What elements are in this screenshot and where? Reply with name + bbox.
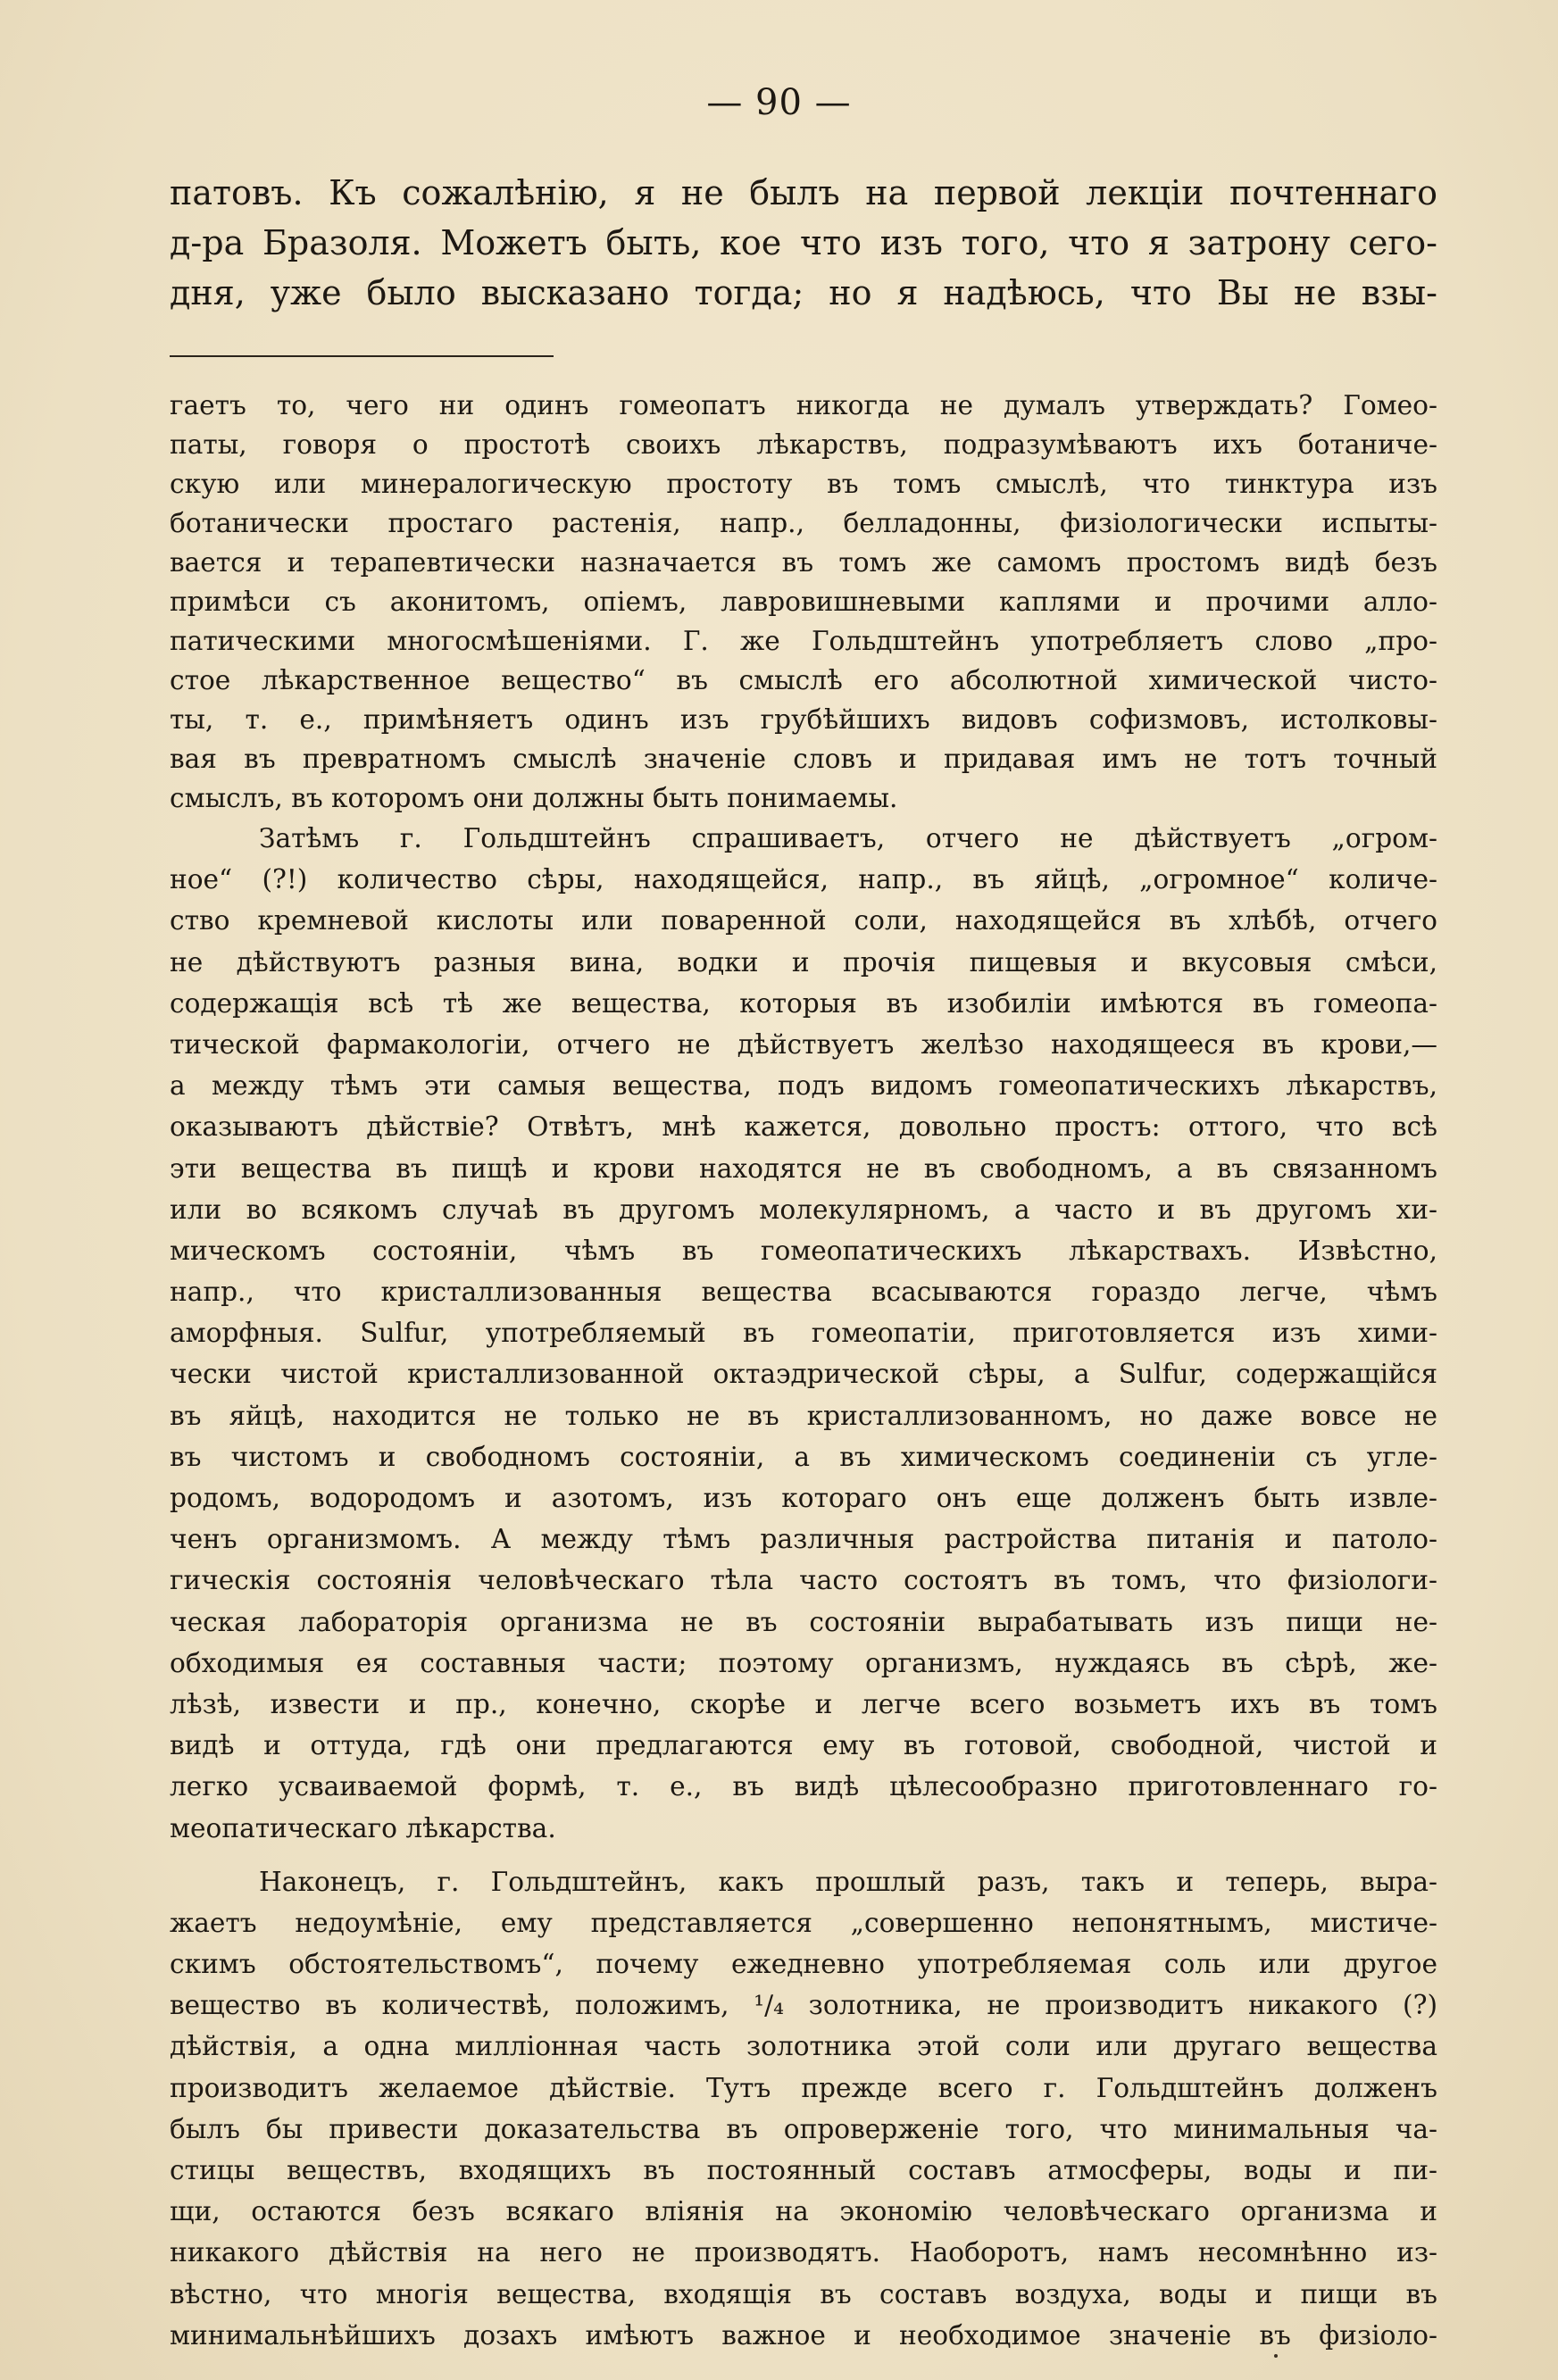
paragraph-line: оказываютъ дѣйствіе? Отвѣтъ, мнѣ кажется, довольно простъ: оттого, что всѣ — [170, 1111, 1437, 1143]
paragraph-line: никакого дѣйствія на него не производятъ. Наоборотъ, намъ несомнѣнно из- — [170, 2237, 1437, 2268]
text-line: патовъ. Къ сожалѣнію, я не былъ на первой лекціи почтеннаго — [170, 173, 1437, 212]
paragraph-line: производитъ желаемое дѣйствіе. Тутъ прежде всего г. Гольдштейнъ долженъ — [170, 2072, 1437, 2103]
footnote-line: вая въ превратномъ смыслѣ значеніе словъ и придавая имъ не тотъ точный — [170, 744, 1437, 774]
paragraph-line: гическія состоянія человѣческаго тѣла часто состоятъ въ томъ, что физіологи- — [170, 1565, 1437, 1596]
paragraph-line: жаетъ недоумѣніе, ему представляется „совершенно непонятнымъ, мистиче- — [170, 1907, 1437, 1938]
paragraph-line: минимальнѣйшихъ дозахъ имѣютъ важное и необходимое значеніе въ физіоло- — [170, 2319, 1437, 2351]
paragraph-line: стицы веществъ, входящихъ въ постоянный составъ атмосферы, воды и пи- — [170, 2155, 1437, 2185]
paragraph-line: напр., что кристаллизованныя вещества всасываются гораздо легче, чѣмъ — [170, 1277, 1437, 1308]
footnote-divider — [170, 355, 554, 357]
page-number: — 90 — — [706, 82, 852, 123]
footnote-line: скую или минералогическую простоту въ томъ смыслѣ, что тинктура изъ — [170, 469, 1437, 499]
paragraph-line: былъ бы привести доказательства въ опроверженіе того, что минимальныя ча- — [170, 2113, 1437, 2144]
footnote-line: примѣси съ аконитомъ, опіемъ, лавровишневыми каплями и прочими алло- — [170, 587, 1437, 617]
paragraph-line: не дѣйствуютъ разныя вина, водки и прочія пищевыя и вкусовыя смѣси, — [170, 946, 1437, 978]
paragraph-line: тической фармакологіи, отчего не дѣйствуетъ желѣзо находящееся въ крови,— — [170, 1028, 1437, 1060]
paragraph-line: содержащія всѣ тѣ же вещества, которыя въ изобиліи имѣются въ гомеопа- — [170, 987, 1437, 1019]
text-line: дня, уже было высказано тогда; но я надѣюсь, что Вы не взы- — [170, 273, 1437, 312]
paragraph-line: ческая лабораторія организма не въ состояніи вырабатывать изъ пищи не- — [170, 1606, 1437, 1637]
footnote-line: стое лѣкарственное вещество“ въ смыслѣ его абсолютной химической чисто- — [170, 665, 1437, 695]
paragraph-line: мическомъ состояніи, чѣмъ въ гомеопатическихъ лѣкарствахъ. Извѣстно, — [170, 1235, 1437, 1266]
paragraph-line: ное“ (?!) количество сѣры, находящейся, напр., въ яйцѣ, „огромное“ количе- — [170, 864, 1437, 895]
footnote-line: гаетъ то, чего ни одинъ гомеопатъ никогда не думалъ утверждать? Гомео- — [170, 390, 1437, 420]
print-mark — [1274, 2354, 1278, 2358]
main-text-block — [170, 168, 1437, 318]
paragraph-line: ство кремневой кислоты или поваренной соли, находящейся въ хлѣбѣ, отчего — [170, 905, 1437, 936]
footnote-block — [170, 386, 1437, 818]
paragraph-line: вѣстно, что многія вещества, входящія въ составъ воздуха, воды и пищи въ — [170, 2278, 1437, 2309]
footnote-line: смыслъ, въ которомъ они должны быть понимаемы. — [170, 783, 898, 813]
footnote-line: вается и терапевтически назначается въ томъ же самомъ простомъ видѣ безъ — [170, 547, 1437, 578]
footnote-line: ботанически простаго растенія, напр., белладонны, физіологически испыты- — [170, 508, 1437, 538]
paragraph-line: вещество въ количествѣ, положимъ, ¹/₄ золотника, не производитъ никакого (?) — [170, 1990, 1437, 2021]
paragraph-line: ченъ организмомъ. А между тѣмъ различныя растройства питанія и патоло- — [170, 1524, 1437, 1555]
text-line: д-ра Бразоля. Можетъ быть, кое что изъ того, что я затрону сего- — [170, 223, 1437, 262]
paragraph-2 — [170, 1861, 1437, 2356]
paragraph-line: чески чистой кристаллизованной октаэдрической сѣры, а Sulfur, содержащійся — [170, 1359, 1437, 1390]
footnote-line: ты, т. е., примѣняетъ одинъ изъ грубѣйшихъ видовъ софизмовъ, истолковы- — [170, 704, 1437, 735]
paragraph-line: въ чистомъ и свободномъ состояніи, а въ химическомъ соединеніи съ угле- — [170, 1441, 1437, 1472]
paragraph-line: или во всякомъ случаѣ въ другомъ молекулярномъ, а часто и въ другомъ хи- — [170, 1194, 1437, 1225]
paragraph-line: Затѣмъ г. Гольдштейнъ спрашиваетъ, отчего не дѣйствуетъ „огром- — [259, 823, 1437, 853]
paragraph-line: въ яйцѣ, находится не только не въ кристаллизованномъ, но даже вовсе не — [170, 1400, 1437, 1431]
paragraph-line: аморфныя. Sulfur, употребляемый въ гомеопатіи, приготовляется изъ хими- — [170, 1318, 1437, 1349]
paragraph-line: родомъ, водородомъ и азотомъ, изъ котораго онъ еще долженъ быть извле- — [170, 1483, 1437, 1513]
paragraph-line: скимъ обстоятельствомъ“, почему ежедневно употребляемая соль или другое — [170, 1949, 1437, 1980]
footnote-line: паты, говоря о простотѣ своихъ лѣкарствъ, подразумѣваютъ ихъ ботаниче- — [170, 429, 1437, 460]
paragraph-line: эти вещества въ пищѣ и крови находятся не въ свободномъ, а въ связанномъ — [170, 1153, 1437, 1184]
paragraph-line: меопатическаго лѣкарства. — [170, 1812, 556, 1843]
paragraph-line: легко усваиваемой формѣ, т. е., въ видѣ цѣлесообразно приготовленнаго го- — [170, 1771, 1437, 1802]
paragraph-line: а между тѣмъ эти самыя вещества, подъ видомъ гомеопатическихъ лѣкарствъ, — [170, 1070, 1437, 1102]
footnote-line: патическими многосмѣшеніями. Г. же Гольдштейнъ употребляетъ слово „про- — [170, 626, 1437, 656]
paragraph-1 — [170, 818, 1437, 1849]
paragraph-line: щи, остаются безъ всякаго вліянія на экономію человѣческаго организма и — [170, 2196, 1437, 2227]
paragraph-line: лѣзѣ, извести и пр., конечно, скорѣе и легче всего возьметъ ихъ въ томъ — [170, 1688, 1437, 1719]
body-text — [170, 818, 1437, 2356]
paragraph-gap — [170, 1849, 1437, 1861]
paragraph-line: дѣйствія, а одна милліонная часть золотника этой соли или другаго вещества — [170, 2031, 1437, 2062]
paragraph-line: видѣ и оттуда, гдѣ они предлагаются ему въ готовой, свободной, чистой и — [170, 1730, 1437, 1761]
paragraph-line: Наконецъ, г. Гольдштейнъ, какъ прошлый разъ, такъ и теперь, выра- — [259, 1866, 1437, 1897]
paragraph-line: обходимыя ея составныя части; поэтому организмъ, нуждаясь въ сѣрѣ, же- — [170, 1647, 1437, 1678]
